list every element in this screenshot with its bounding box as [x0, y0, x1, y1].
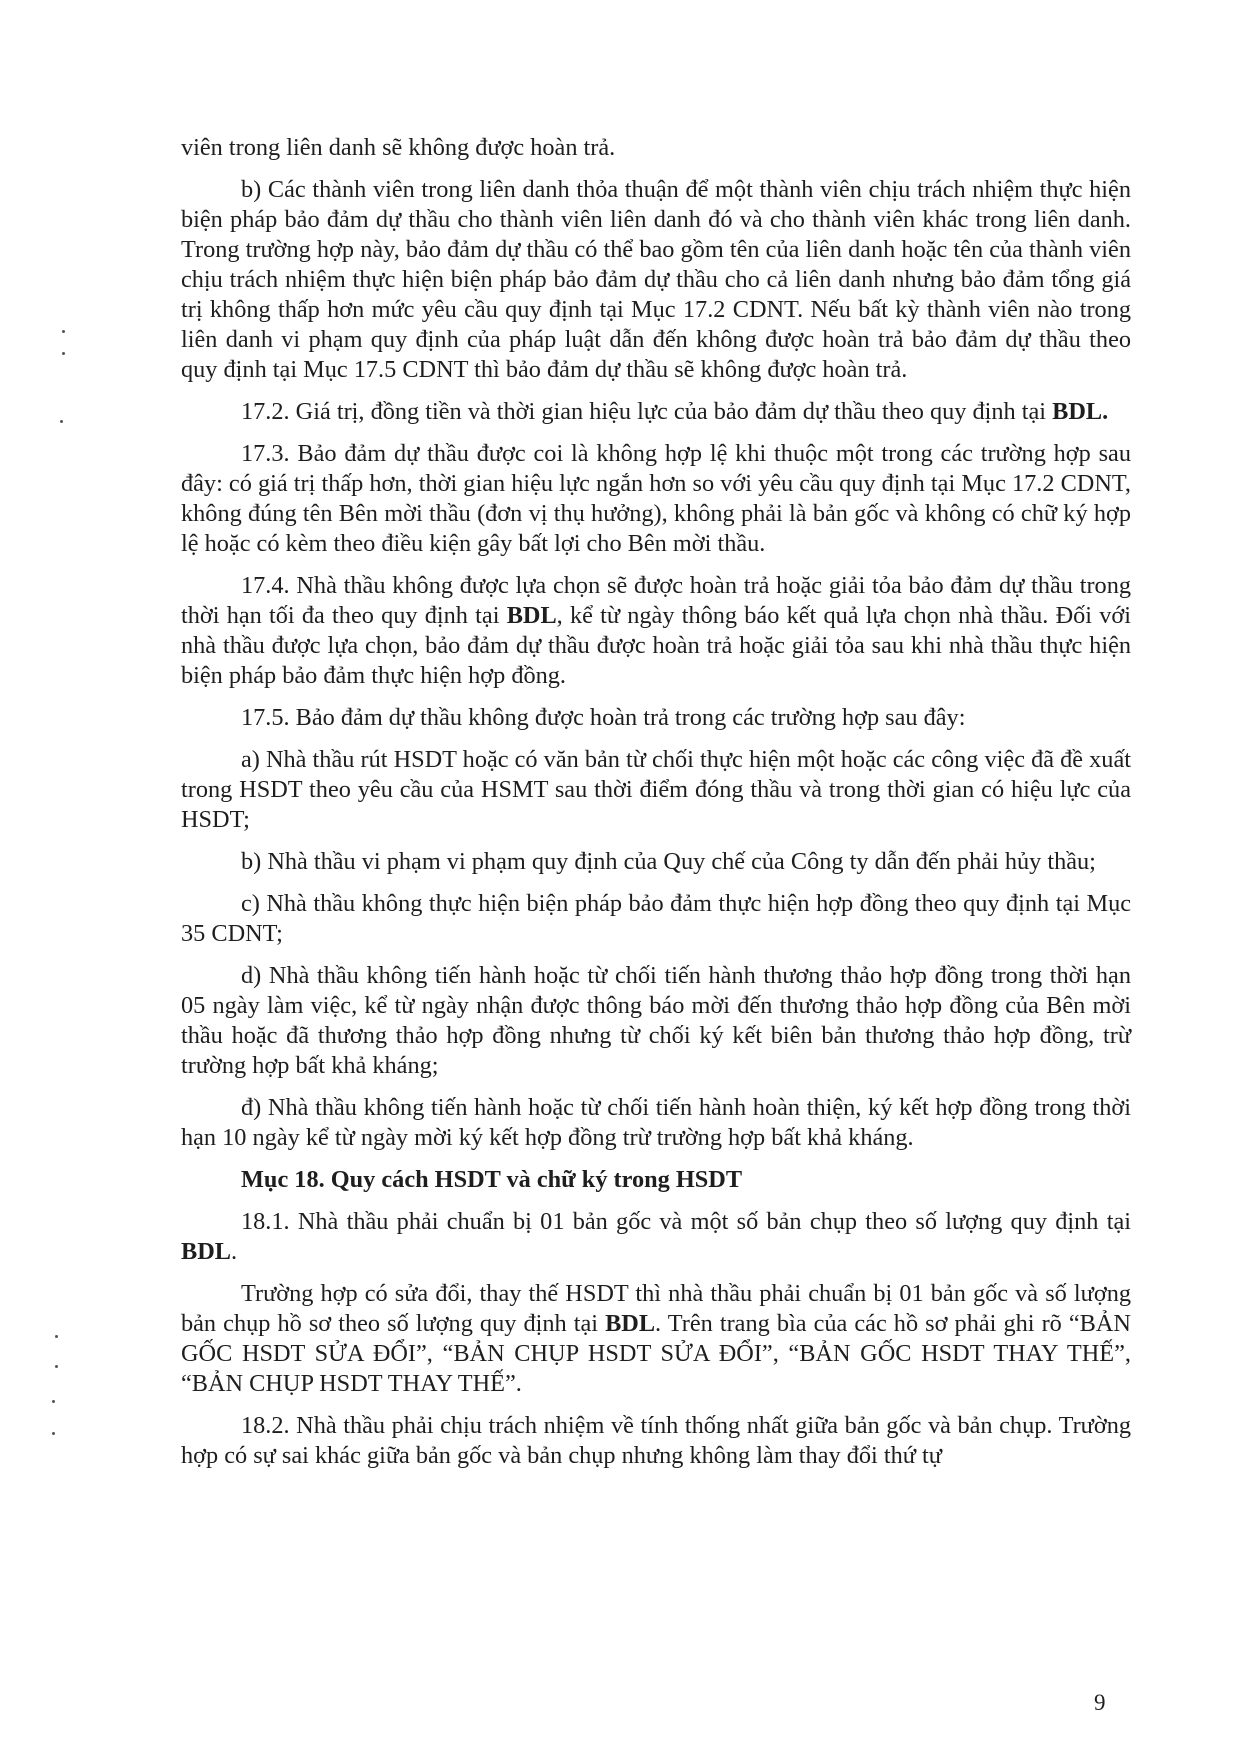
paragraph-17-1-b: b) Các thành viên trong liên danh thỏa thuận để một thành viên chịu trách nhiệm thực hiện biện pháp bảo đảm dự thầu cho thành viên liên danh đó và cho thành viên khác trong liên danh. Trong trường hợp này, bảo đảm dự thầu có thể bao gồm tên của liên danh hoặc tên của thành viên chịu trách nhiệm thực hiện biện pháp bảo đảm dự thầu cho cả liên danh nhưng bảo đảm tổng giá trị không thấp hơn mức yêu cầu quy định tại Mục 17.2 CDNT. Nếu bất kỳ thành viên nào trong liên danh vi phạm quy định của pháp luật dẫn đến không được hoàn trả bảo đảm dự thầu theo quy định tại Mục 17.5 CDNT thì bảo đảm dự thầu sẽ không được hoàn trả.	[181, 176, 1131, 383]
paragraph-continuation: viên trong liên danh sẽ không được hoàn trả.	[181, 134, 616, 161]
paragraph-18-1-amendment: Trường hợp có sửa đổi, thay thế HSDT thì nhà thầu phải chuẩn bị 01 bản gốc và số lượng bản chụp hồ sơ theo số lượng quy định tại BDL. Trên trang bìa của các hồ sơ phải ghi rõ “BẢN GỐC HSDT SỬA ĐỔI”, “BẢN CHỤP HSDT SỬA ĐỔI”, “BẢN GỐC HSDT THAY THẾ”, “BẢN CHỤP HSDT THAY THẾ”.	[181, 1280, 1131, 1397]
scan-speck	[55, 1365, 58, 1368]
paragraph-17-5-b: b) Nhà thầu vi phạm vi phạm quy định của Quy chế của Công ty dẫn đến phải hủy thầu;	[241, 848, 1096, 875]
scan-speck	[62, 330, 65, 333]
paragraph-17-2: 17.2. Giá trị, đồng tiền và thời gian hiệu lực của bảo đảm dự thầu theo quy định tại BDL.	[241, 398, 1109, 425]
scan-speck	[52, 1432, 55, 1435]
paragraph-17-5-dd: đ) Nhà thầu không tiến hành hoặc từ chối tiến hành hoàn thiện, ký kết hợp đồng trong thời hạn 10 ngày kể từ ngày mời ký kết hợp đồng trừ trường hợp bất khả kháng.	[181, 1094, 1131, 1151]
page-number: 9	[1094, 1690, 1106, 1715]
paragraph-17-5-a: a) Nhà thầu rút HSDT hoặc có văn bản từ chối thực hiện một hoặc các công việc đã đề xuất trong HSDT theo yêu cầu của HSMT sau thời điểm đóng thầu và trong thời gian có hiệu lực của HSDT;	[181, 746, 1131, 833]
paragraph-18-1: 18.1. Nhà thầu phải chuẩn bị 01 bản gốc và một số bản chụp theo số lượng quy định tại BDL.	[181, 1208, 1131, 1265]
scan-speck	[62, 352, 65, 355]
scan-speck	[52, 1400, 55, 1403]
paragraph-18-2: 18.2. Nhà thầu phải chịu trách nhiệm về tính thống nhất giữa bản gốc và bản chụp. Trường hợp có sự sai khác giữa bản gốc và bản chụp nhưng không làm thay đổi thứ tự	[181, 1412, 1131, 1469]
section-heading-18: Mục 18. Quy cách HSDT và chữ ký trong HSDT	[241, 1166, 743, 1193]
bdl-ref: BDL	[506, 602, 557, 629]
paragraph-17-3: 17.3. Bảo đảm dự thầu được coi là không hợp lệ khi thuộc một trong các trường hợp sau đây: có giá trị thấp hơn, thời gian hiệu lực ngắn hơn so với yêu cầu quy định tại Mục 17.2 CDNT, không đúng tên Bên mời thầu (đơn vị thụ hưởng), không phải là bản gốc và không có chữ ký hợp lệ hoặc có kèm theo điều kiện gây bất lợi cho Bên mời thầu.	[181, 440, 1131, 557]
paragraph-17-5-d: d) Nhà thầu không tiến hành hoặc từ chối tiến hành thương thảo hợp đồng trong thời hạn 05 ngày làm việc, kể từ ngày nhận được thông báo mời đến thương thảo hợp đồng của Bên mời thầu hoặc đã thương thảo hợp đồng nhưng từ chối ký kết biên bản thương thảo hợp đồng, trừ trường hợp bất khả kháng;	[181, 962, 1131, 1079]
paragraph-17-5-c: c) Nhà thầu không thực hiện biện pháp bảo đảm thực hiện hợp đồng theo quy định tại Mục 35 CDNT;	[181, 890, 1131, 947]
document-body	[181, 133, 1131, 1483]
scan-speck	[60, 420, 63, 423]
bdl-ref: BDL	[605, 1310, 656, 1337]
paragraph-17-4: 17.4. Nhà thầu không được lựa chọn sẽ được hoàn trả hoặc giải tỏa bảo đảm dự thầu trong thời hạn tối đa theo quy định tại BDL, kể từ ngày thông báo kết quả lựa chọn nhà thầu. Đối với nhà thầu được lựa chọn, bảo đảm dự thầu được hoàn trả hoặc giải tỏa sau khi nhà thầu thực hiện biện pháp bảo đảm thực hiện hợp đồng.	[181, 572, 1131, 689]
scan-speck	[55, 1335, 58, 1338]
bdl-ref: BDL.	[1052, 398, 1109, 425]
paragraph-17-5: 17.5. Bảo đảm dự thầu không được hoàn trả trong các trường hợp sau đây:	[241, 704, 966, 731]
bdl-ref: BDL	[181, 1238, 231, 1265]
